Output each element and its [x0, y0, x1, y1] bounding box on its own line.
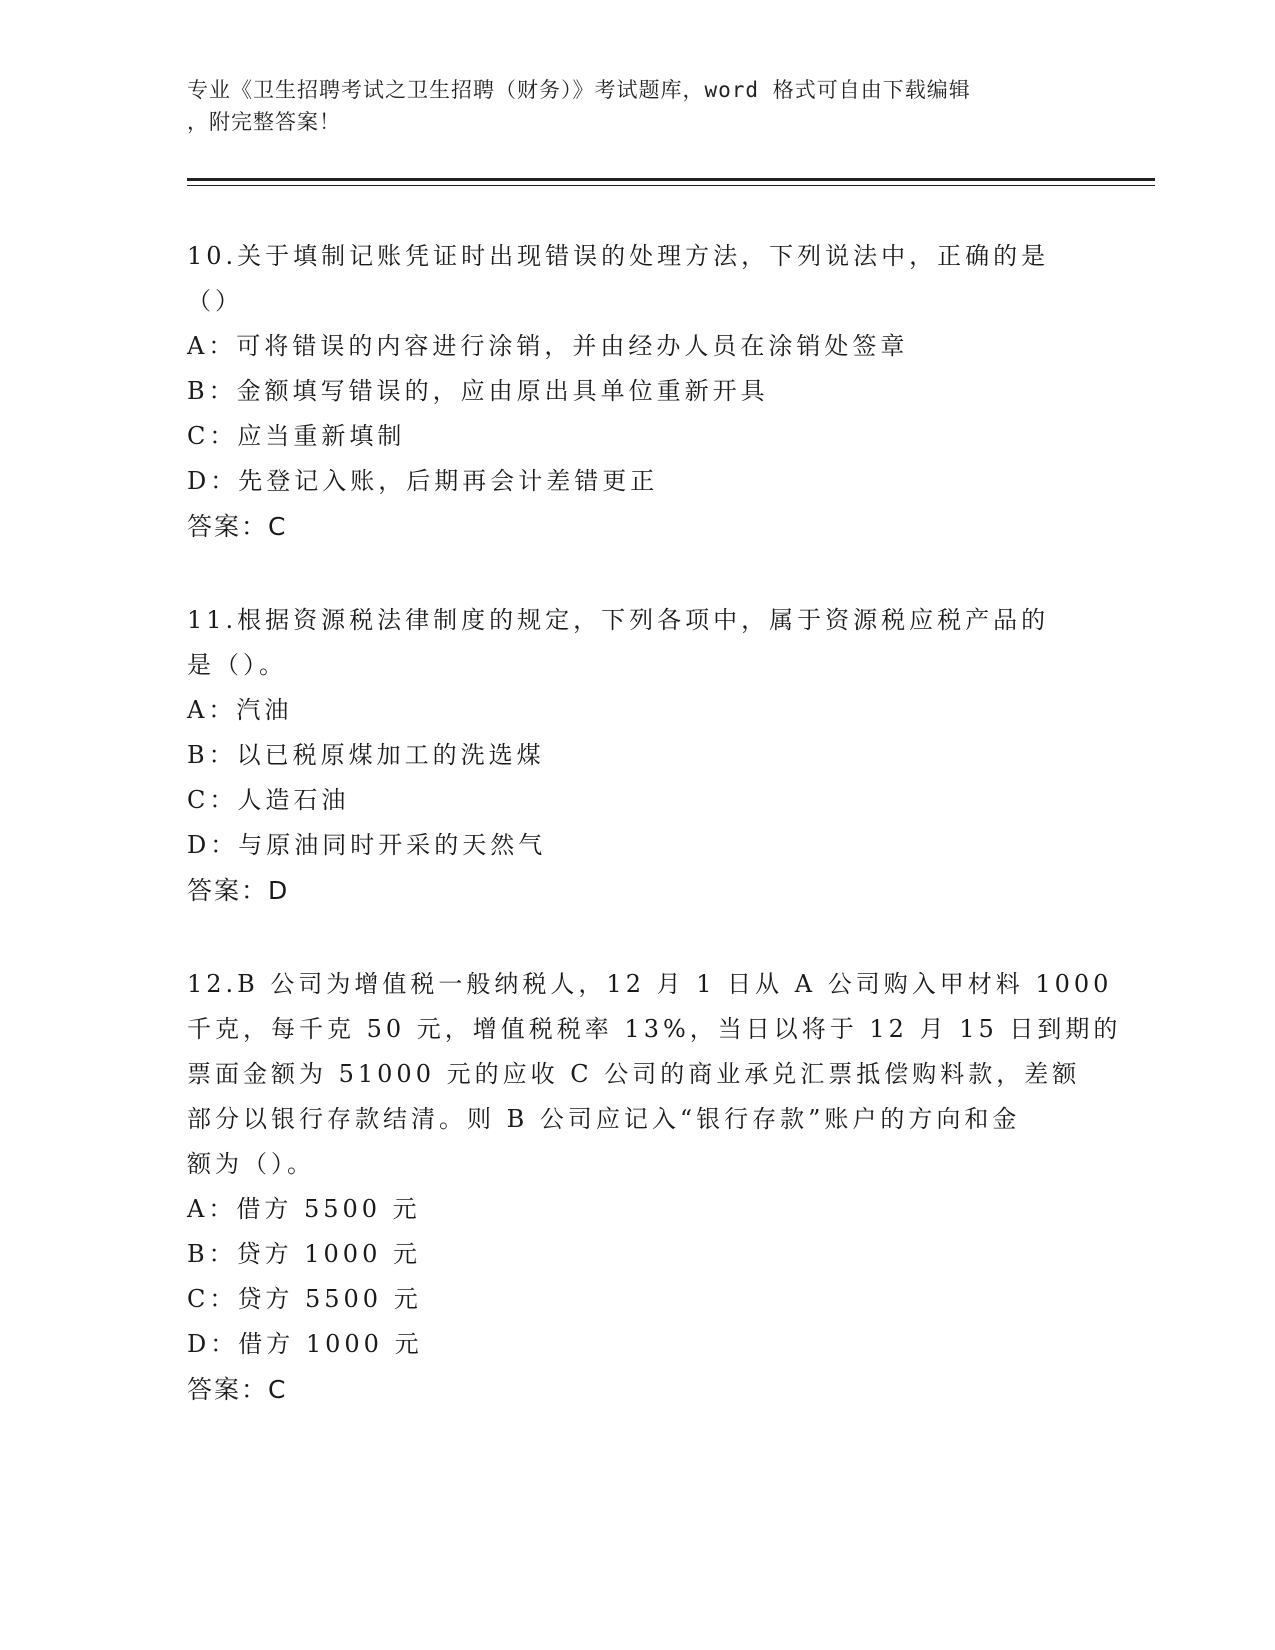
header-line-1: 专业《卫生招聘考试之卫生招聘（财务）》考试题库，word 格式可自由下载编辑 [187, 78, 971, 102]
option-b: B：贷方 1000 元 [187, 1240, 421, 1268]
question-stem-line: 千克，每千克 50 元，增值税税率 13%，当日以将于 12 月 15 日到期的 [187, 1015, 1122, 1043]
question-11 [187, 598, 1087, 913]
question-stem-line: 是（）。 [187, 651, 287, 679]
document-header [187, 74, 1067, 138]
option-c: C：人造石油 [187, 786, 350, 814]
option-b: B：以已税原煤加工的洗选煤 [187, 741, 545, 769]
question-stem-line: 10.关于填制记账凭证时出现错误的处理方法，下列说法中，正确的是 [187, 242, 1050, 270]
option-a: A：汽油 [187, 696, 293, 724]
question-stem-line: （） [187, 287, 243, 315]
option-d: D：借方 1000 元 [187, 1330, 423, 1358]
question-stem-line: 额为（）。 [187, 1150, 315, 1178]
question-stem-line: 11.根据资源税法律制度的规定，下列各项中，属于资源税应税产品的 [187, 606, 1050, 634]
question-stem-line: 部分以银行存款结清。则 B 公司应记入“银行存款”账户的方向和金 [187, 1105, 1021, 1133]
header-divider-thick [187, 178, 1155, 181]
option-a: A：可将错误的内容进行涂销，并由经办人员在涂销处签章 [187, 332, 909, 360]
question-10 [187, 234, 1087, 549]
option-b: B：金额填写错误的，应由原出具单位重新开具 [187, 377, 769, 405]
option-d: D：先登记入账，后期再会计差错更正 [187, 467, 659, 495]
option-c: C：应当重新填制 [187, 422, 406, 450]
header-line-2: ，附完整答案！ [187, 110, 341, 134]
question-stem-line: 票面金额为 51000 元的应收 C 公司的商业承兑汇票抵偿购料款，差额 [187, 1060, 1081, 1088]
option-c: C：贷方 5500 元 [187, 1285, 422, 1313]
answer-line: 答案：C [187, 1375, 288, 1404]
header-divider-thin [187, 185, 1155, 186]
question-12 [187, 962, 1122, 1412]
option-a: A：借方 5500 元 [187, 1195, 421, 1223]
question-stem-line: 12.B 公司为增值税一般纳税人，12 月 1 日从 A 公司购入甲材料 1000 [187, 970, 1113, 998]
answer-line: 答案：D [187, 876, 290, 905]
answer-line: 答案：C [187, 512, 288, 541]
option-d: D：与原油同时开采的天然气 [187, 831, 547, 859]
